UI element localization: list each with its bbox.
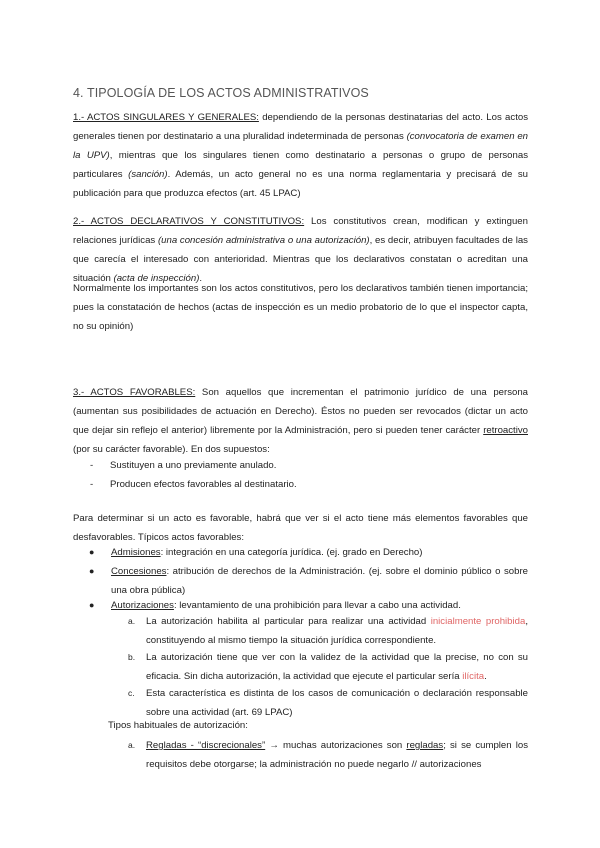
body-text: , mientras que los singulares tienen como destinatario a personas o grupo de personas particulares <box>73 150 528 180</box>
list-item <box>90 456 276 475</box>
section-declarativos-constitutivos <box>73 212 528 288</box>
body-text: . <box>199 273 203 284</box>
section-heading: 1.- ACTOS SINGULARES Y GENERALES: <box>73 112 259 123</box>
sub-text: , constituyendo al mismo tiempo la situación jurídica correspondiente. <box>146 616 528 646</box>
sub-item-a <box>128 612 528 650</box>
bullet-concesiones <box>89 562 528 600</box>
sub-text: ; si se cumplen los requisitos debe otorgarse; la administración no puede negarlo // autorizaciones <box>146 740 528 770</box>
sub-text: La autorización tiene que ver con la validez de la actividad que la precise, no con su eficacia. Sin dicha autorización, la actividad que ejecute el particular sería <box>146 652 528 682</box>
bullet-label: Admisiones <box>111 547 161 558</box>
sub-item-b <box>128 648 528 686</box>
example-text: (acta de inspección) <box>113 273 200 284</box>
sub-marker: b. <box>128 652 136 662</box>
sub-text: . <box>484 671 487 682</box>
sub-marker: a. <box>128 616 136 626</box>
example-text: (sanción) <box>128 169 168 180</box>
highlight-text: inicialmente prohibida <box>430 616 526 627</box>
dash-marker: - <box>90 479 94 490</box>
tipos-heading: Tipos habituales de autorización: <box>108 720 248 731</box>
sub-marker: c. <box>128 688 135 698</box>
favorables-intro: Para determinar si un acto es favorable, habrá que ver si el acto tiene más elementos favorables que desfavorables. Típicos actos favorables: <box>73 513 528 543</box>
bullet-text: : levantamiento de una prohibición para llevar a cabo una actividad. <box>173 600 461 611</box>
bullet-label: Concesiones <box>111 566 167 577</box>
sub-text: → muchas autorizaciones son <box>265 740 407 751</box>
bullet-label: Autorizaciones <box>111 600 174 611</box>
highlight-text: ilícita <box>462 671 485 682</box>
section-heading: 2.- ACTOS DECLARATIVOS Y CONSTITUTIVOS: <box>73 216 305 227</box>
body-text: Son aquellos que incrementan el patrimonio jurídico de una persona (aumentan sus posibilidades de actuación en Derecho). Éstos no pueden ser revocados (dictar un acto que dejar sin reflejo el anterior) libremente por la Administración, pero si pueden tener carácter <box>73 387 528 436</box>
body-text: dependiendo de la personas destinatarias del acto. Los actos generales tienen por destinatario a una pluralidad indeterminada de personas <box>73 112 528 142</box>
page-title: 4. TIPOLOGÍA DE LOS ACTOS ADMINISTRATIVOS <box>73 86 369 100</box>
bullet-text: : integración en una categoría jurídica. (ej. grado en Derecho) <box>160 547 423 558</box>
bullet-icon: ● <box>89 566 95 576</box>
list-item-text: Producen efectos favorables al destinatario. <box>110 479 297 490</box>
tipo-item-a <box>128 736 528 774</box>
section-singulares-generales <box>73 108 528 203</box>
bullet-admisiones <box>89 543 528 562</box>
body-text: , es decir, atribuyen facultades de las que carecía el interesado con anterioridad. Mientras que los declarativos constatan o acreditan una situación <box>73 235 528 284</box>
bullet-text: : atribución de derechos de la Administración. (ej. sobre el dominio público o sobre una obra pública) <box>111 566 528 596</box>
list-item <box>90 475 297 494</box>
tipo-label: Regladas - “discrecionales” <box>146 740 266 751</box>
section-note: Normalmente los importantes son los actos constitutivos, pero los declarativos también tienen importancia; pues la constatación de hechos (actas de inspección es un medio probatorio de lo que el inspector capta, no su opinión) <box>73 283 528 332</box>
section-favorables <box>73 383 528 459</box>
list-item-text: Sustituyen a uno previamente anulado. <box>110 460 277 471</box>
sub-text: Esta característica es distinta de los casos de comunicación o declaración responsable sobre una actividad (art. 69 LPAC) <box>146 688 528 718</box>
underlined-term: retroactivo <box>483 425 528 436</box>
bullet-icon: ● <box>89 547 95 557</box>
example-text: (convocatoria de examen en la UPV) <box>73 131 529 161</box>
sub-text: La autorización habilita al particular para realizar una actividad <box>146 616 431 627</box>
bullet-icon: ● <box>89 600 95 610</box>
section-heading: 3.- ACTOS FAVORABLES: <box>73 387 196 398</box>
body-text: Los constitutivos crean, modifican y extinguen relaciones jurídicas <box>73 216 528 246</box>
underlined-term: regladas <box>406 740 444 751</box>
example-text: (una concesión administrativa o una autorización) <box>157 235 370 246</box>
dash-marker: - <box>90 460 94 471</box>
body-text: (por su carácter favorable). En dos supuestos: <box>73 444 270 455</box>
body-text: . Además, un acto general no es una norma reglamentaria y precisará de su publicación para que produzca efectos (art. 45 LPAC) <box>73 169 528 199</box>
sub-marker: a. <box>128 740 136 750</box>
